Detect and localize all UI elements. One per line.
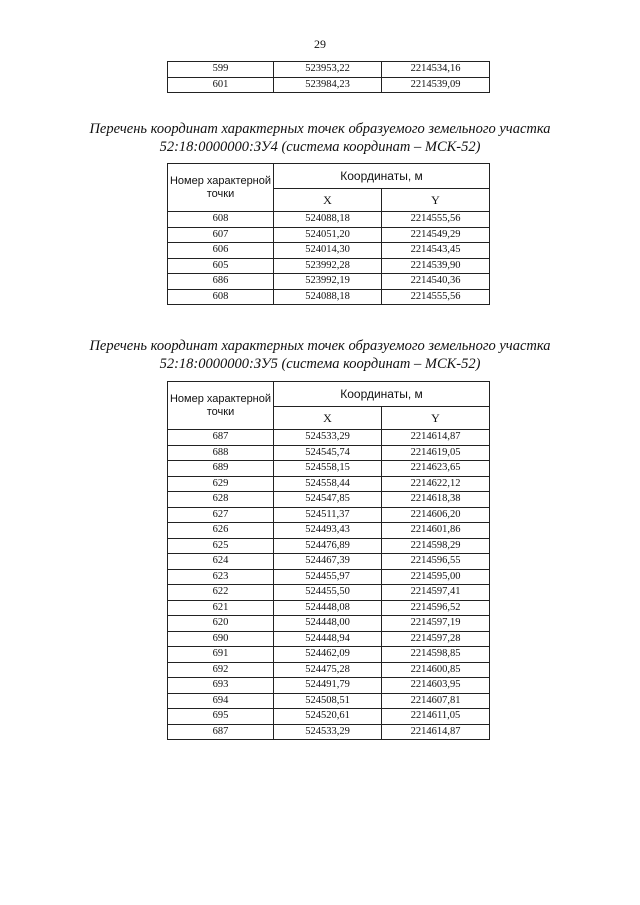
y-coordinate-cell: 2214534,16 <box>382 62 490 78</box>
y-coordinate-cell: 2214555,56 <box>382 289 490 305</box>
coordinates-table-continued <box>167 61 490 93</box>
point-number-cell: 627 <box>168 507 274 523</box>
title-line-1: Перечень координат характерных точек образуемого земельного участка <box>89 338 551 354</box>
y-coordinate-cell: 2214601,86 <box>382 523 490 539</box>
table-row <box>168 62 490 78</box>
coordinates-table-zu4 <box>167 163 490 305</box>
y-coordinate-cell: 2214549,29 <box>382 227 490 243</box>
x-coordinate-cell: 524088,18 <box>274 289 382 305</box>
header-x: X <box>274 189 382 212</box>
y-coordinate-cell: 2214623,65 <box>382 461 490 477</box>
y-coordinate-cell: 2214619,05 <box>382 445 490 461</box>
x-coordinate-cell: 524475,28 <box>274 662 382 678</box>
x-coordinate-cell: 524448,94 <box>274 631 382 647</box>
point-number-cell: 687 <box>168 724 274 740</box>
x-coordinate-cell: 524558,44 <box>274 476 382 492</box>
x-coordinate-cell: 524533,29 <box>274 430 382 446</box>
header-point-number: Номер характерной точки <box>168 382 274 430</box>
x-coordinate-cell: 524508,51 <box>274 693 382 709</box>
table-row <box>168 538 490 554</box>
section-title-zu5 <box>0 337 640 373</box>
table-row <box>168 77 490 93</box>
table-row <box>168 693 490 709</box>
y-coordinate-cell: 2214614,87 <box>382 724 490 740</box>
y-coordinate-cell: 2214618,38 <box>382 492 490 508</box>
section-title-zu4 <box>0 120 640 156</box>
table-row <box>168 569 490 585</box>
table-row <box>168 430 490 446</box>
x-coordinate-cell: 523984,23 <box>274 77 382 93</box>
table-row <box>168 585 490 601</box>
y-coordinate-cell: 2214596,55 <box>382 554 490 570</box>
y-coordinate-cell: 2214598,29 <box>382 538 490 554</box>
point-number-cell: 690 <box>168 631 274 647</box>
y-coordinate-cell: 2214555,56 <box>382 212 490 228</box>
point-number-cell: 691 <box>168 647 274 663</box>
point-number-cell: 687 <box>168 430 274 446</box>
y-coordinate-cell: 2214595,00 <box>382 569 490 585</box>
y-coordinate-cell: 2214539,90 <box>382 258 490 274</box>
table-row <box>168 554 490 570</box>
table-row <box>168 274 490 290</box>
title-line-1: Перечень координат характерных точек образуемого земельного участка <box>89 121 551 137</box>
header-x: X <box>274 407 382 430</box>
table-row <box>168 631 490 647</box>
table-row <box>168 258 490 274</box>
point-number-cell: 620 <box>168 616 274 632</box>
y-coordinate-cell: 2214597,19 <box>382 616 490 632</box>
table-row <box>168 709 490 725</box>
y-coordinate-cell: 2214600,85 <box>382 662 490 678</box>
x-coordinate-cell: 524520,61 <box>274 709 382 725</box>
x-coordinate-cell: 524493,43 <box>274 523 382 539</box>
x-coordinate-cell: 524547,85 <box>274 492 382 508</box>
table-row <box>168 507 490 523</box>
table-row <box>168 212 490 228</box>
x-coordinate-cell: 524455,50 <box>274 585 382 601</box>
coordinates-table-zu5 <box>167 381 490 740</box>
x-coordinate-cell: 524462,09 <box>274 647 382 663</box>
y-coordinate-cell: 2214539,09 <box>382 77 490 93</box>
point-number-cell: 695 <box>168 709 274 725</box>
header-y: Y <box>382 407 490 430</box>
point-number-cell: 625 <box>168 538 274 554</box>
point-number-cell: 629 <box>168 476 274 492</box>
point-number-cell: 624 <box>168 554 274 570</box>
x-coordinate-cell: 524051,20 <box>274 227 382 243</box>
table-row <box>168 461 490 477</box>
table-row <box>168 600 490 616</box>
point-number-cell: 688 <box>168 445 274 461</box>
point-number-cell: 686 <box>168 274 274 290</box>
header-coordinates: Координаты, м <box>274 382 490 407</box>
point-number-cell: 607 <box>168 227 274 243</box>
y-coordinate-cell: 2214611,05 <box>382 709 490 725</box>
point-number-cell: 605 <box>168 258 274 274</box>
y-coordinate-cell: 2214596,52 <box>382 600 490 616</box>
x-coordinate-cell: 524455,97 <box>274 569 382 585</box>
y-coordinate-cell: 2214597,41 <box>382 585 490 601</box>
y-coordinate-cell: 2214606,20 <box>382 507 490 523</box>
x-coordinate-cell: 523953,22 <box>274 62 382 78</box>
table-row <box>168 647 490 663</box>
point-number-cell: 689 <box>168 461 274 477</box>
point-number-cell: 601 <box>168 77 274 93</box>
x-coordinate-cell: 523992,19 <box>274 274 382 290</box>
page-number: 29 <box>314 37 326 51</box>
table-row <box>168 445 490 461</box>
point-number-cell: 622 <box>168 585 274 601</box>
point-number-cell: 626 <box>168 523 274 539</box>
table-row <box>168 678 490 694</box>
x-coordinate-cell: 524533,29 <box>274 724 382 740</box>
table-row <box>168 289 490 305</box>
x-coordinate-cell: 524467,39 <box>274 554 382 570</box>
point-number-cell: 608 <box>168 289 274 305</box>
x-coordinate-cell: 524448,00 <box>274 616 382 632</box>
x-coordinate-cell: 524511,37 <box>274 507 382 523</box>
table-row <box>168 243 490 259</box>
point-number-cell: 608 <box>168 212 274 228</box>
header-coordinates: Координаты, м <box>274 164 490 189</box>
y-coordinate-cell: 2214598,85 <box>382 647 490 663</box>
point-number-cell: 606 <box>168 243 274 259</box>
title-line-2: 52:18:0000000:ЗУ5 (система координат – МСК-52) <box>159 356 481 372</box>
table-row <box>168 724 490 740</box>
header-point-number: Номер характерной точки <box>168 164 274 212</box>
x-coordinate-cell: 523992,28 <box>274 258 382 274</box>
header-y: Y <box>382 189 490 212</box>
table-row <box>168 476 490 492</box>
y-coordinate-cell: 2214622,12 <box>382 476 490 492</box>
point-number-cell: 621 <box>168 600 274 616</box>
x-coordinate-cell: 524491,79 <box>274 678 382 694</box>
table-row <box>168 227 490 243</box>
x-coordinate-cell: 524014,30 <box>274 243 382 259</box>
point-number-cell: 692 <box>168 662 274 678</box>
title-line-2: 52:18:0000000:ЗУ4 (система координат – МСК-52) <box>159 139 481 155</box>
x-coordinate-cell: 524448,08 <box>274 600 382 616</box>
point-number-cell: 694 <box>168 693 274 709</box>
x-coordinate-cell: 524476,89 <box>274 538 382 554</box>
y-coordinate-cell: 2214597,28 <box>382 631 490 647</box>
point-number-cell: 693 <box>168 678 274 694</box>
table-row <box>168 523 490 539</box>
y-coordinate-cell: 2214603,95 <box>382 678 490 694</box>
x-coordinate-cell: 524088,18 <box>274 212 382 228</box>
y-coordinate-cell: 2214607,81 <box>382 693 490 709</box>
y-coordinate-cell: 2214540,36 <box>382 274 490 290</box>
y-coordinate-cell: 2214543,45 <box>382 243 490 259</box>
table-row <box>168 662 490 678</box>
table-row <box>168 492 490 508</box>
x-coordinate-cell: 524558,15 <box>274 461 382 477</box>
table-row <box>168 616 490 632</box>
y-coordinate-cell: 2214614,87 <box>382 430 490 446</box>
point-number-cell: 623 <box>168 569 274 585</box>
point-number-cell: 628 <box>168 492 274 508</box>
x-coordinate-cell: 524545,74 <box>274 445 382 461</box>
point-number-cell: 599 <box>168 62 274 78</box>
